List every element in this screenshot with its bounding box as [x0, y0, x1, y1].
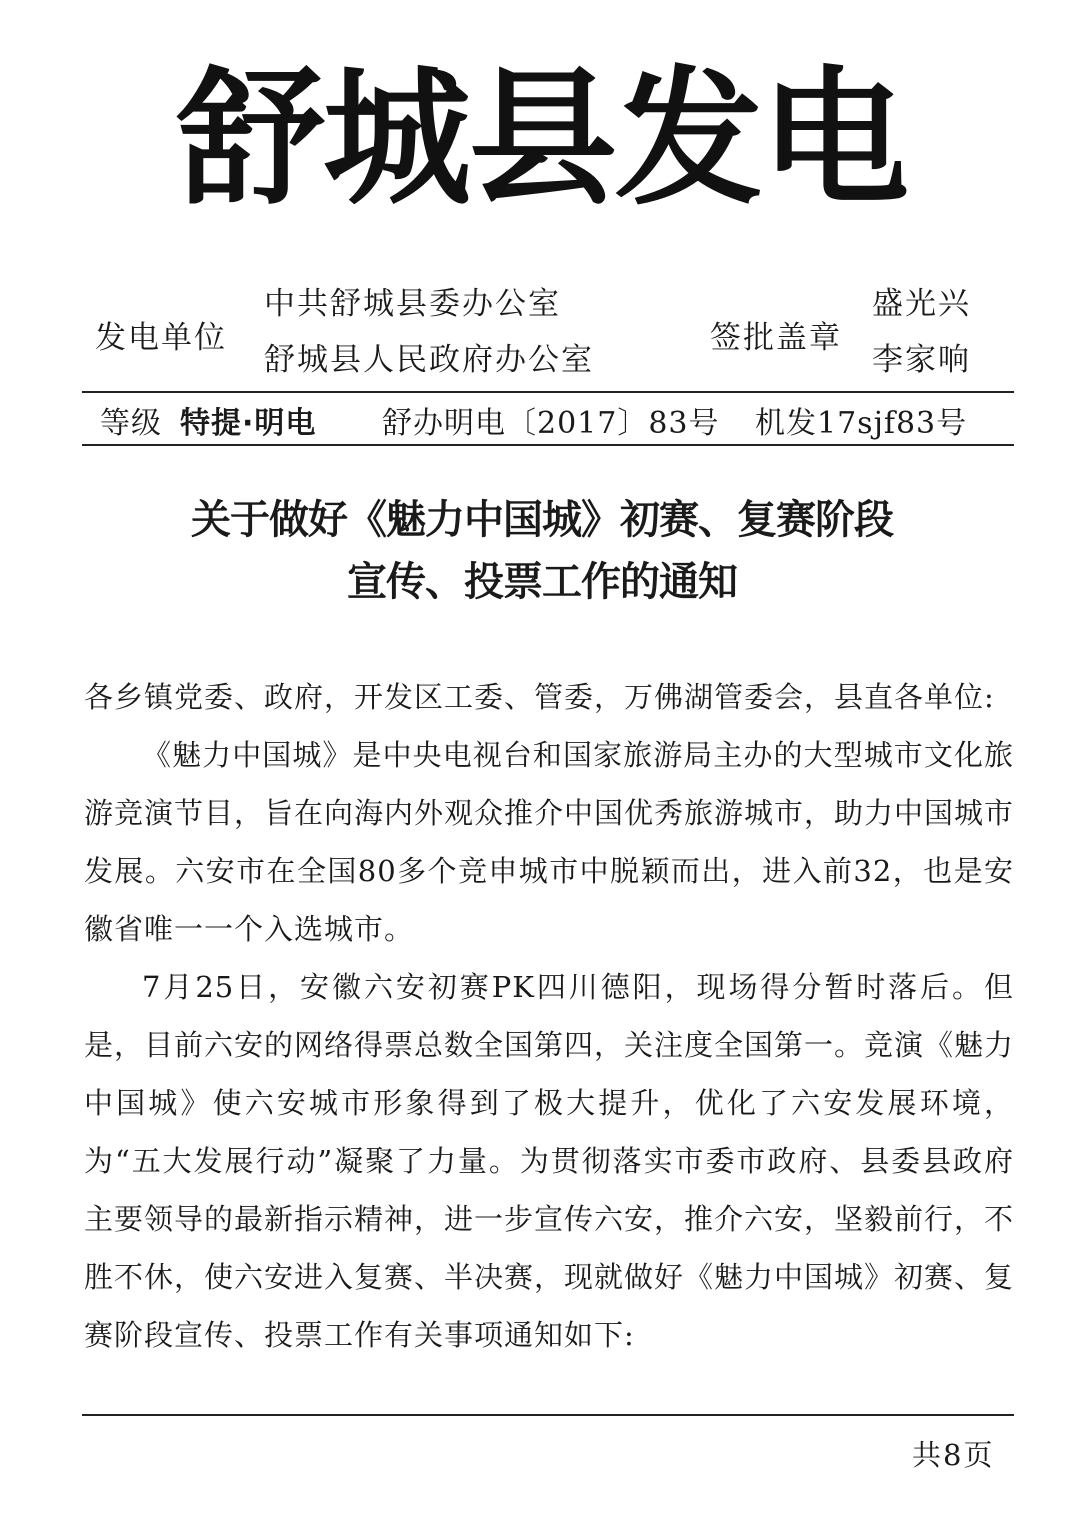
footer-divider: [82, 1414, 1014, 1416]
sender-name: 中共舒城县委办公室: [264, 286, 561, 322]
header-divider-bottom: [82, 444, 1014, 446]
sign-seal-label: 签批盖章: [710, 320, 842, 356]
body-paragraph: 7月25日，安徽六安初赛PK四川德阳，现场得分暂时落后。但是，目前六安的网络得票总数全国第四，关注度全国第一。竞演《魅力中国城》使六安城市形象得到了极大提升，优化了六安发展环境，为“五大发展行动”凝聚了力量。为贯彻落实市委市政府、县委县政府主要领导的最新指示精神，进一步宣传六安，推介六安，坚毅前行，不胜不休，使六安进入复赛、半决赛，现就做好《魅力中国城》初赛、复赛阶段宣传、投票工作有关事项通知如下:: [84, 970, 1015, 1352]
notice-body: [84, 668, 1014, 1364]
notice-title-line-1: 关于做好《魅力中国城》初赛、复赛阶段: [191, 497, 893, 543]
grade-value: 特提·明电: [180, 406, 317, 441]
page-count: 共8页: [912, 1438, 995, 1472]
body-paragraph: 《魅力中国城》是中央电视台和国家旅游局主办的大型城市文化旅游竞演节目，旨在向海内外观众推介中国优秀旅游城市，助力中国城市发展。六安市在全国80多个竞申城市中脱颖而出，进入前32，也是安徽省唯一一个入选城市。: [84, 738, 1015, 946]
grade-label: 等级: [100, 406, 162, 441]
notice-title-line-2: 宣传、投票工作的通知: [347, 559, 737, 605]
send-number: 机发17sjf83号: [755, 406, 968, 441]
sender-name: 舒城县人民政府办公室: [264, 342, 594, 378]
header-divider-top: [82, 391, 1014, 393]
sender-label: 发电单位: [95, 320, 227, 356]
masthead-title: 舒城县发电: [177, 51, 907, 225]
salutation: 各乡镇党委、政府，开发区工委、管委，万佛湖管委会，县直各单位:: [84, 680, 995, 714]
signer-name: 盛光兴: [872, 286, 971, 322]
document-number: 舒办明电〔2017〕83号: [382, 406, 720, 441]
signer-name: 李家响: [872, 342, 971, 378]
